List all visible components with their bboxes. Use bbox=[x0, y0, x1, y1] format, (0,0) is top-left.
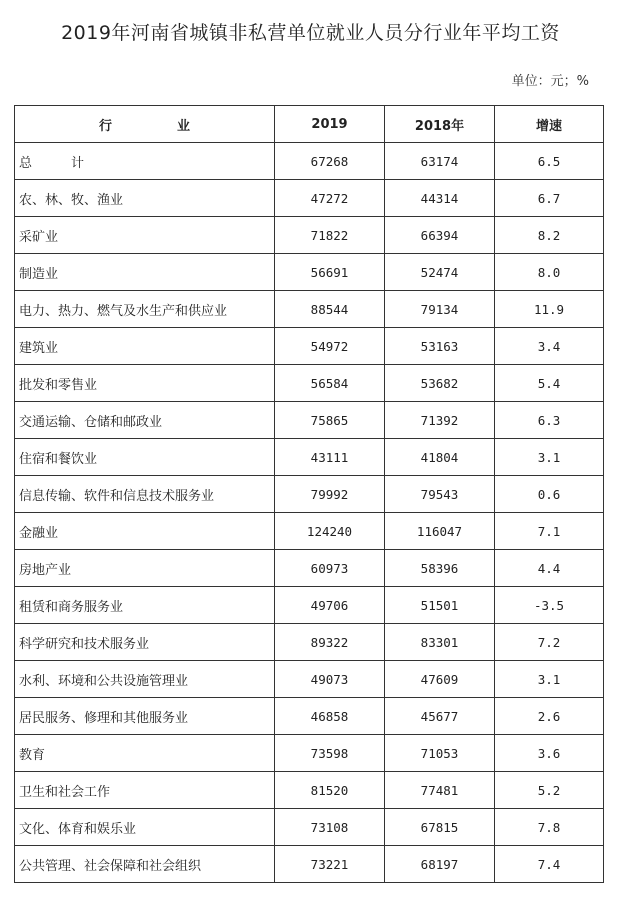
table-row bbox=[15, 254, 604, 291]
wage-2018-cell: 53163 bbox=[385, 328, 495, 365]
growth-cell: 11.9 bbox=[495, 291, 604, 328]
wage-2018-cell: 41804 bbox=[385, 439, 495, 476]
industry-cell: 居民服务、修理和其他服务业 bbox=[15, 698, 275, 735]
industry-cell: 卫生和社会工作 bbox=[15, 772, 275, 809]
table-row bbox=[15, 809, 604, 846]
growth-cell: 8.2 bbox=[495, 217, 604, 254]
wage-2018-cell: 52474 bbox=[385, 254, 495, 291]
industry-cell: 建筑业 bbox=[15, 328, 275, 365]
wage-2018-cell: 116047 bbox=[385, 513, 495, 550]
wage-2019-cell: 54972 bbox=[275, 328, 385, 365]
table-row bbox=[15, 846, 604, 883]
wage-2019-cell: 73108 bbox=[275, 809, 385, 846]
wage-2018-cell: 79543 bbox=[385, 476, 495, 513]
table-row bbox=[15, 735, 604, 772]
industry-cell: 公共管理、社会保障和社会组织 bbox=[15, 846, 275, 883]
growth-cell: -3.5 bbox=[495, 587, 604, 624]
header-industry: 行 业 bbox=[15, 106, 275, 143]
industry-cell: 采矿业 bbox=[15, 217, 275, 254]
wage-2019-cell: 79992 bbox=[275, 476, 385, 513]
growth-cell: 6.7 bbox=[495, 180, 604, 217]
industry-cell: 信息传输、软件和信息技术服务业 bbox=[15, 476, 275, 513]
wage-2018-cell: 45677 bbox=[385, 698, 495, 735]
wage-2019-cell: 43111 bbox=[275, 439, 385, 476]
table-row bbox=[15, 365, 604, 402]
wage-table bbox=[14, 105, 604, 883]
wage-2018-cell: 79134 bbox=[385, 291, 495, 328]
growth-cell: 3.6 bbox=[495, 735, 604, 772]
wage-2019-cell: 75865 bbox=[275, 402, 385, 439]
wage-2018-cell: 44314 bbox=[385, 180, 495, 217]
unit-label: 单位：元；% bbox=[511, 74, 589, 89]
header-2018: 2018年 bbox=[385, 106, 495, 143]
wage-2019-cell: 67268 bbox=[275, 143, 385, 180]
wage-2018-cell: 68197 bbox=[385, 846, 495, 883]
wage-2018-cell: 83301 bbox=[385, 624, 495, 661]
wage-2019-cell: 71822 bbox=[275, 217, 385, 254]
industry-cell: 房地产业 bbox=[15, 550, 275, 587]
table-body bbox=[15, 143, 604, 883]
table-row bbox=[15, 328, 604, 365]
growth-cell: 3.1 bbox=[495, 439, 604, 476]
growth-cell: 4.4 bbox=[495, 550, 604, 587]
wage-2018-cell: 63174 bbox=[385, 143, 495, 180]
industry-cell: 科学研究和技术服务业 bbox=[15, 624, 275, 661]
wage-2019-cell: 73221 bbox=[275, 846, 385, 883]
growth-cell: 5.4 bbox=[495, 365, 604, 402]
wage-2018-cell: 66394 bbox=[385, 217, 495, 254]
industry-cell: 金融业 bbox=[15, 513, 275, 550]
growth-cell: 7.2 bbox=[495, 624, 604, 661]
wage-2019-cell: 89322 bbox=[275, 624, 385, 661]
growth-cell: 6.5 bbox=[495, 143, 604, 180]
wage-2018-cell: 71053 bbox=[385, 735, 495, 772]
wage-2019-cell: 56584 bbox=[275, 365, 385, 402]
wage-2019-cell: 49706 bbox=[275, 587, 385, 624]
industry-cell: 水利、环境和公共设施管理业 bbox=[15, 661, 275, 698]
table-row bbox=[15, 698, 604, 735]
table-row bbox=[15, 217, 604, 254]
growth-cell: 3.1 bbox=[495, 661, 604, 698]
growth-cell: 0.6 bbox=[495, 476, 604, 513]
wage-2019-cell: 81520 bbox=[275, 772, 385, 809]
industry-cell: 交通运输、仓储和邮政业 bbox=[15, 402, 275, 439]
header-growth: 增速 bbox=[495, 106, 604, 143]
wage-2019-cell: 56691 bbox=[275, 254, 385, 291]
table-row bbox=[15, 291, 604, 328]
table-row bbox=[15, 661, 604, 698]
wage-2018-cell: 47609 bbox=[385, 661, 495, 698]
wage-2019-cell: 73598 bbox=[275, 735, 385, 772]
growth-cell: 7.4 bbox=[495, 846, 604, 883]
growth-cell: 7.1 bbox=[495, 513, 604, 550]
growth-cell: 3.4 bbox=[495, 328, 604, 365]
table-row bbox=[15, 476, 604, 513]
wage-2019-cell: 47272 bbox=[275, 180, 385, 217]
wage-2019-cell: 124240 bbox=[275, 513, 385, 550]
table-row bbox=[15, 402, 604, 439]
industry-cell: 住宿和餐饮业 bbox=[15, 439, 275, 476]
table-header-row bbox=[15, 106, 604, 143]
header-2019: 2019 bbox=[275, 106, 385, 143]
growth-cell: 5.2 bbox=[495, 772, 604, 809]
table-row bbox=[15, 513, 604, 550]
wage-2019-cell: 46858 bbox=[275, 698, 385, 735]
industry-cell: 批发和零售业 bbox=[15, 365, 275, 402]
industry-cell: 租赁和商务服务业 bbox=[15, 587, 275, 624]
industry-cell: 制造业 bbox=[15, 254, 275, 291]
table-row bbox=[15, 143, 604, 180]
wage-2019-cell: 88544 bbox=[275, 291, 385, 328]
industry-cell: 电力、热力、燃气及水生产和供应业 bbox=[15, 291, 275, 328]
wage-2018-cell: 71392 bbox=[385, 402, 495, 439]
wage-2018-cell: 58396 bbox=[385, 550, 495, 587]
table-row bbox=[15, 587, 604, 624]
growth-cell: 2.6 bbox=[495, 698, 604, 735]
table-row bbox=[15, 624, 604, 661]
wage-2018-cell: 53682 bbox=[385, 365, 495, 402]
wage-2018-cell: 51501 bbox=[385, 587, 495, 624]
wage-2019-cell: 49073 bbox=[275, 661, 385, 698]
table-row bbox=[15, 439, 604, 476]
table-row bbox=[15, 550, 604, 587]
wage-2019-cell: 60973 bbox=[275, 550, 385, 587]
table-row bbox=[15, 772, 604, 809]
industry-cell: 农、林、牧、渔业 bbox=[15, 180, 275, 217]
wage-2018-cell: 77481 bbox=[385, 772, 495, 809]
industry-cell: 文化、体育和娱乐业 bbox=[15, 809, 275, 846]
wage-2018-cell: 67815 bbox=[385, 809, 495, 846]
growth-cell: 8.0 bbox=[495, 254, 604, 291]
industry-cell: 总 计 bbox=[15, 143, 275, 180]
industry-cell: 教育 bbox=[15, 735, 275, 772]
growth-cell: 6.3 bbox=[495, 402, 604, 439]
table-row bbox=[15, 180, 604, 217]
page-title: 2019年河南省城镇非私营单位就业人员分行业年平均工资 bbox=[61, 22, 560, 44]
growth-cell: 7.8 bbox=[495, 809, 604, 846]
